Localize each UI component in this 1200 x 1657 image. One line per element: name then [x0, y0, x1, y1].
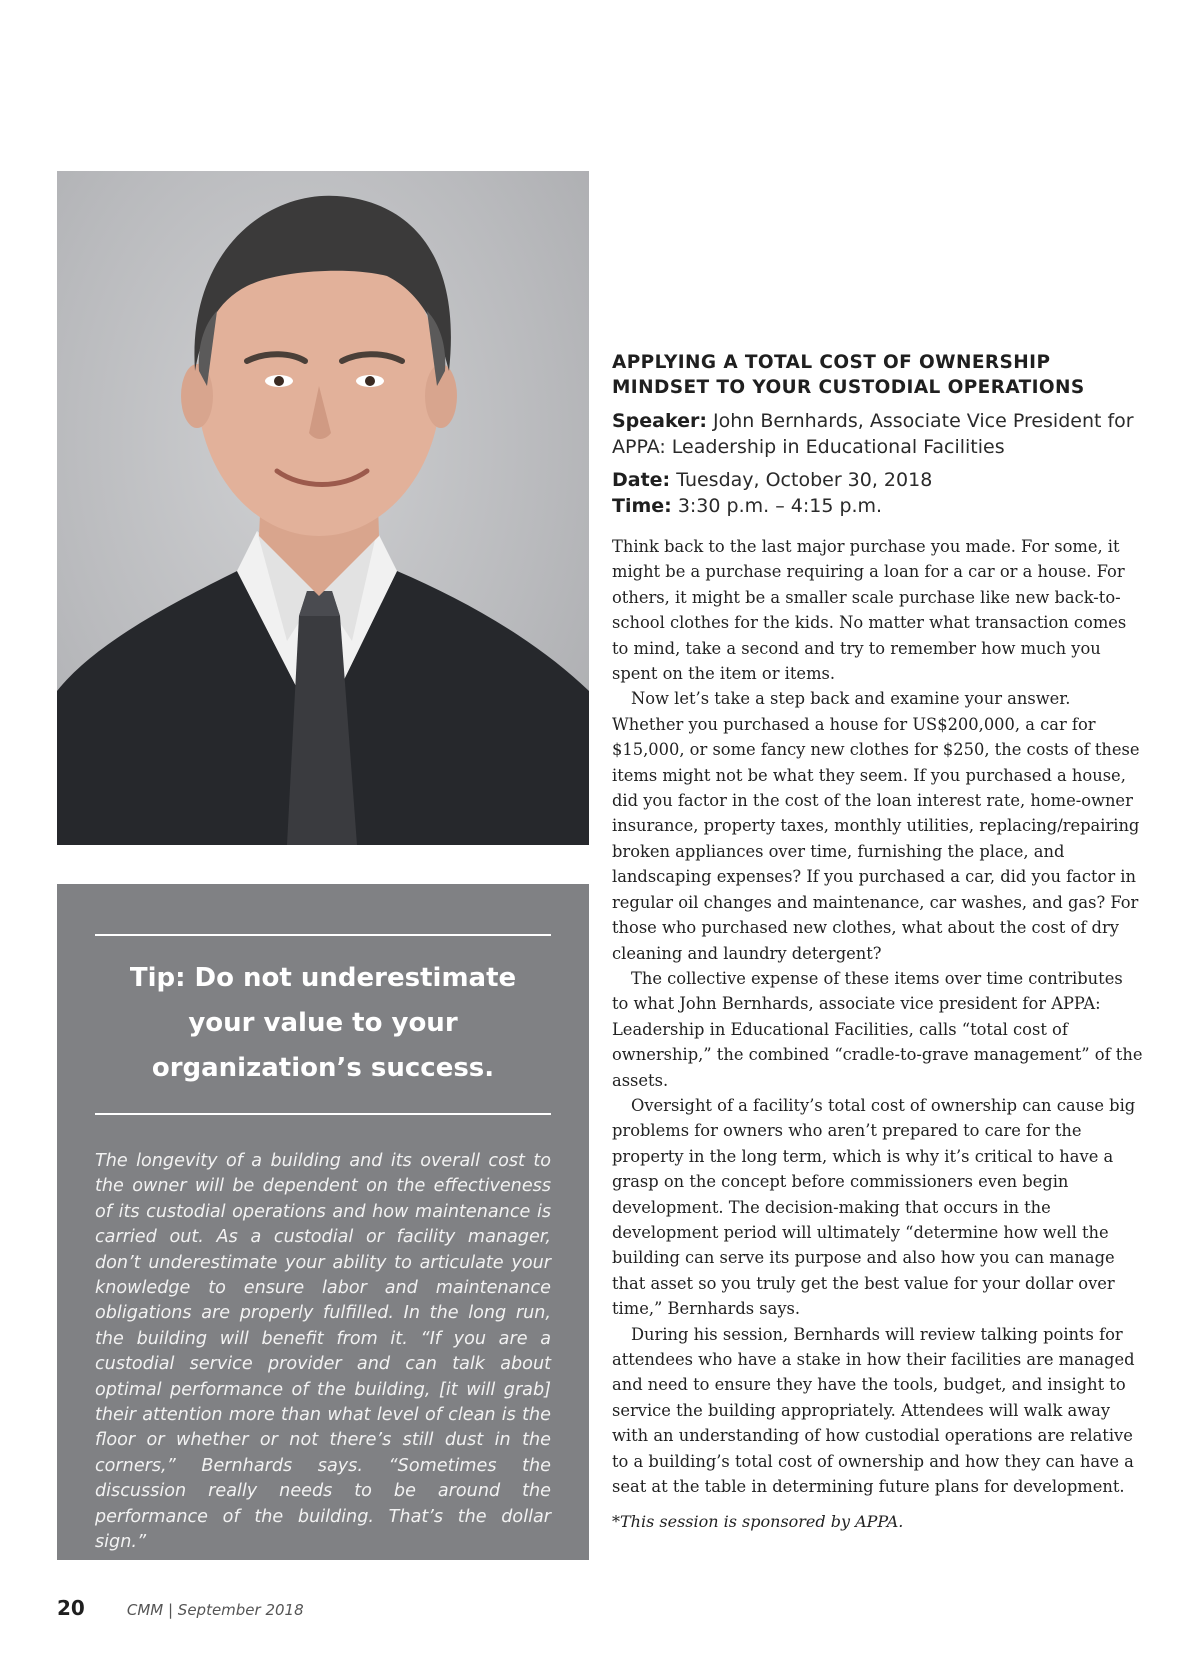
- tip-top-rule: [95, 934, 551, 936]
- tip-title: Tip: Do not underestimate your value to your organization’s success.: [129, 963, 517, 1083]
- article-title-line-2: MINDSET TO YOUR CUSTODIAL OPERATIONS: [612, 377, 1085, 398]
- publication-folio: CMM | September 2018: [126, 1601, 304, 1619]
- article-title: [612, 350, 1144, 400]
- tip-box: [57, 884, 589, 1560]
- time-line: [612, 494, 1144, 520]
- sponsor-note: *This session is sponsored by APPA.: [612, 1512, 904, 1532]
- time-label: Time:: [612, 494, 672, 517]
- date-value: Tuesday, October 30, 2018: [676, 469, 933, 491]
- article-paragraph: The collective expense of these items over time contributes to what John Bernhards, associate vice president for APPA: Leadership in Educational Facilities, calls “total cost of ownership,” the combined “cradle-to-grave management” of the assets.: [612, 968, 1143, 1090]
- speaker-line: [612, 409, 1144, 460]
- tip-text: The longevity of a building and its overall cost to the owner will be dependent on the effectiveness of its custodial operations and how maintenance is carried out. As a custodial or facility manager, don’t underestimate your ability to articulate your knowledge to ensure labor and maintenance obligations are properly fulfilled. In the long run, the building will benefit from it. “If you are a custodial service provider and can talk about optimal performance of the building, [it will grab] their attention more than what level of clean is the floor or whether or not there’s still dust in the corners,” Bernhards says. “Sometimes the discussion really needs to be around the performance of the building. That’s the dollar sign.”: [95, 1151, 551, 1553]
- page-number: 20: [57, 1596, 85, 1620]
- date-line: [612, 468, 1144, 494]
- tip-bottom-rule: [95, 1113, 551, 1115]
- date-label: Date:: [612, 469, 671, 491]
- article-title-line-1: APPLYING A TOTAL COST OF OWNERSHIP: [612, 352, 1051, 373]
- article-paragraph: During his session, Bernhards will review talking points for attendees who have a stake in how their facilities are managed and need to ensure they have the tools, budget, and insight to service the building appropriately. Attendees will walk away with an understanding of how custodial operations are relative to a building’s total cost of ownership and how they can have a seat at the table in determining future plans for development.: [612, 1324, 1135, 1497]
- page-footer: [57, 1596, 304, 1626]
- article-paragraph: Think back to the last major purchase you made. For some, it might be a purchase requiring a loan for a car or a house. For others, it might be a smaller scale purchase like new back-to-school clothes for the kids. No matter what transaction comes to mind, take a second and try to remember how much you spent on the item or items.: [612, 537, 1127, 684]
- speaker-label: Speaker:: [612, 410, 707, 432]
- speaker-portrait-photo: [57, 171, 589, 845]
- article-paragraph: Now let’s take a step back and examine your answer. Whether you purchased a house for US$200,000, a car for $15,000, or some fancy new clothes for $250, the costs of these items might not be what they seem. If you purchased a house, did you factor in the cost of the loan interest rate, home-owner insurance, property taxes, monthly utilities, replacing/repairing broken appliances over time, furnishing the place, and landscaping expenses? If you purchased a car, did you factor in regular oil changes and maintenance, car washes, and gas? For those who purchased new clothes, what about the cost of dry cleaning and laundry detergent?: [612, 689, 1140, 963]
- article-column: [612, 350, 1144, 1534]
- article-paragraph: Oversight of a facility’s total cost of ownership can cause big problems for owners who aren’t prepared to care for the property in the long term, which is why it’s critical to have a grasp on the concept before commissioners even begin development. The decision-making that occurs in the development period will ultimately “determine how well the building can serve its purpose and also how you can manage that asset so you truly get the best value for your dollar over time,” Bernhards says.: [612, 1095, 1136, 1319]
- article-body: [612, 534, 1144, 1499]
- time-value: 3:30 p.m. – 4:15 p.m.: [677, 494, 883, 517]
- speaker-value: John Bernhards, Associate Vice President for APPA: Leadership in Educational Facilities: [612, 410, 1134, 458]
